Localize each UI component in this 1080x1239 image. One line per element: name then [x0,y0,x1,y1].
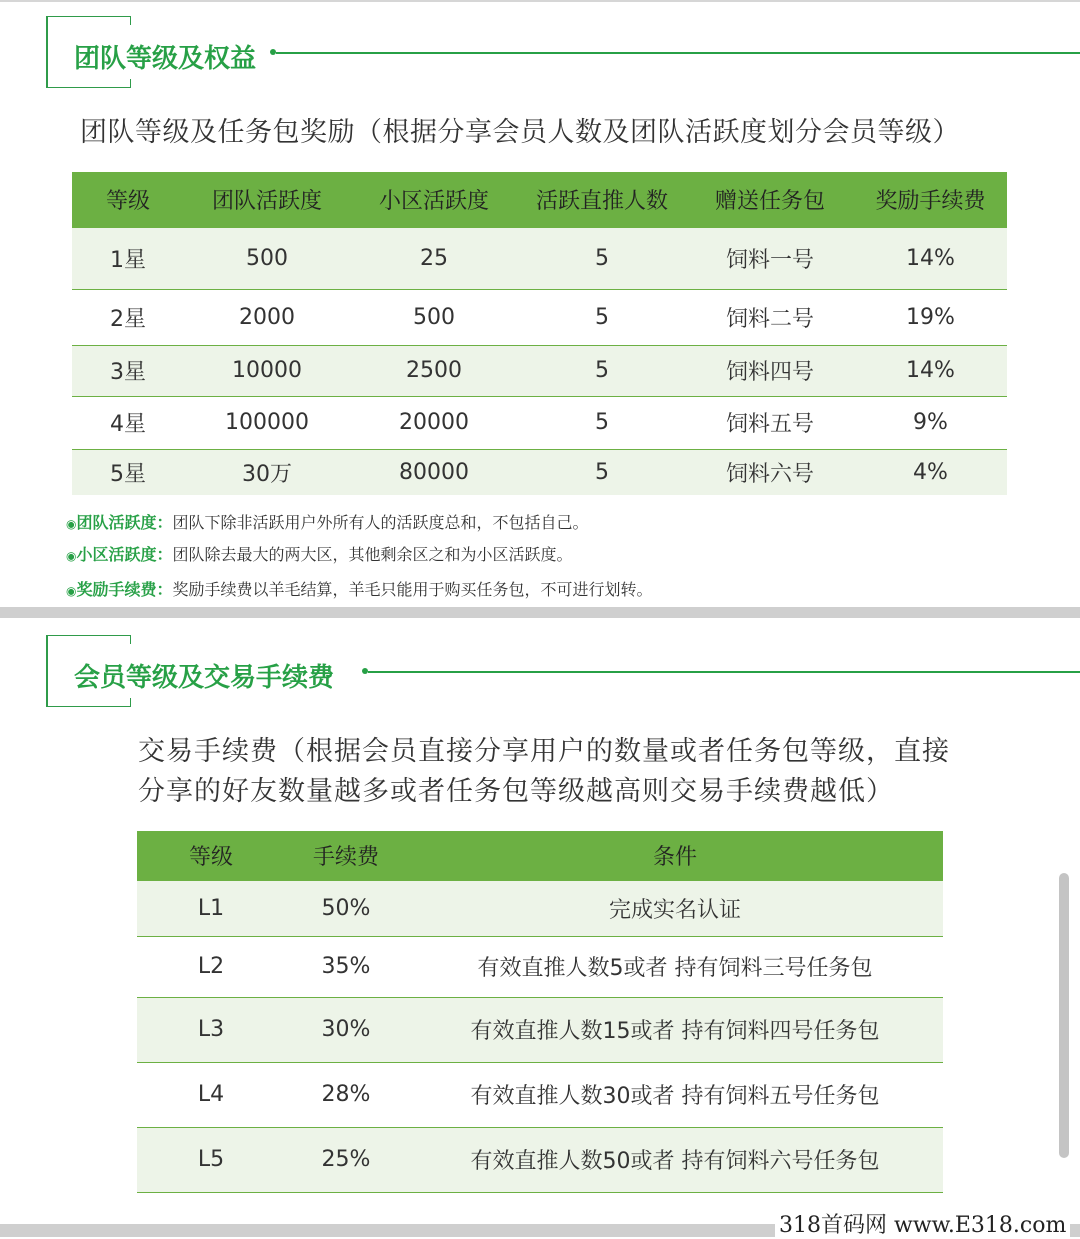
col-header: 等级 [72,172,184,227]
table-cell: 9% [854,396,1007,449]
note-key: 奖励手续费： [76,580,173,599]
table-cell: 有效直推人数30或者 持有饲料五号任务包 [407,1062,943,1127]
watermark: 318首码网 www.E318.com [775,1208,1070,1239]
section1-rule [276,52,1080,54]
table-cell: 25% [285,1127,407,1192]
top-divider [0,0,1080,2]
table-cell: 500 [350,289,518,345]
col-header: 手续费 [285,831,407,880]
table-cell: 2500 [350,345,518,396]
table-cell: 30% [285,997,407,1062]
table-row [72,396,1007,449]
table-cell: 50% [285,880,407,936]
note-key: 小区活跃度： [76,545,173,564]
table-cell: 4星 [72,396,184,449]
table-cell: 19% [854,289,1007,345]
col-header: 赠送任务包 [686,172,854,227]
table-header-row [137,831,943,880]
table-cell: 饲料二号 [686,289,854,345]
table-row [137,936,943,997]
table-cell: 80000 [350,449,518,495]
col-header: 团队活跃度 [184,172,350,227]
bracket-top [46,635,131,644]
bullet-icon: ◉ [66,549,77,563]
section2-title: 会员等级及交易手续费 [74,663,335,693]
note-text: 奖励手续费以羊毛结算，羊毛只能用于购买任务包，不可进行划转。 [172,580,653,599]
table-cell: 饲料四号 [686,345,854,396]
table-cell: 有效直推人数5或者 持有饲料三号任务包 [407,936,943,997]
note-text: 团队下除非活跃用户外所有人的活跃度总和，不包括自己。 [172,513,589,532]
table-row [72,345,1007,396]
table-cell: 500 [184,227,350,289]
section2-rule [368,671,1080,673]
bracket-bottom [46,698,131,707]
col-header: 等级 [137,831,285,880]
table-cell: 5 [518,449,686,495]
table-row [72,449,1007,495]
bracket-decoration [46,635,48,707]
table-cell: 5 [518,227,686,289]
table-cell: L5 [137,1127,285,1192]
table-cell: 完成实名认证 [407,880,943,936]
table-cell: 30万 [184,449,350,495]
bracket-decoration [46,16,48,88]
team-level-table [72,172,1007,495]
table-row [72,227,1007,289]
section2-subtitle [138,732,958,812]
col-header: 活跃直推人数 [518,172,686,227]
table-cell: 20000 [350,396,518,449]
subtitle-line: 交易手续费（根据会员直接分享用户的数量或者任务包等级，直接 [138,736,950,767]
table-cell: L3 [137,997,285,1062]
table-cell: 饲料五号 [686,396,854,449]
table-header-row [72,172,1007,227]
table-cell: 有效直推人数50或者 持有饲料六号任务包 [407,1127,943,1192]
bracket-top [46,16,131,25]
table-cell: 14% [854,345,1007,396]
section2-header [46,635,1080,707]
note-team-activity [66,510,589,533]
table-cell: 25 [350,227,518,289]
table-cell: L1 [137,880,285,936]
table-cell: 100000 [184,396,350,449]
table-cell: 28% [285,1062,407,1127]
table-cell: 5星 [72,449,184,495]
note-key: 团队活跃度： [76,513,173,532]
table-cell: 1星 [72,227,184,289]
table-cell: 35% [285,936,407,997]
vertical-scrollbar[interactable] [1059,873,1069,1158]
table-cell: 3星 [72,345,184,396]
table-cell: L4 [137,1062,285,1127]
bullet-icon: ◉ [66,517,77,531]
table-cell: 饲料一号 [686,227,854,289]
section1-subtitle: 团队等级及任务包奖励（根据分享会员人数及团队活跃度划分会员等级） [80,117,960,148]
subtitle-line: 分享的好友数量越多或者任务包等级越高则交易手续费越低） [138,776,894,807]
table-cell: 14% [854,227,1007,289]
col-header: 条件 [407,831,943,880]
table-cell: 2000 [184,289,350,345]
member-fee-table [137,831,943,1193]
table-row [72,289,1007,345]
table-cell: 有效直推人数15或者 持有饲料四号任务包 [407,997,943,1062]
section1-header [46,16,1080,88]
table-cell: 10000 [184,345,350,396]
table-row [137,1127,943,1192]
note-reward-fee [66,577,653,600]
section1-title: 团队等级及权益 [74,44,257,74]
table-cell: 2星 [72,289,184,345]
bullet-icon: ◉ [66,584,77,598]
table-row [137,997,943,1062]
col-header: 奖励手续费 [854,172,1007,227]
note-subarea-activity [66,542,573,565]
table-cell: L2 [137,936,285,997]
table-cell: 4% [854,449,1007,495]
note-text: 团队除去最大的两大区，其他剩余区之和为小区活跃度。 [172,545,573,564]
table-cell: 饲料六号 [686,449,854,495]
section-divider [0,607,1080,618]
table-cell: 5 [518,345,686,396]
col-header: 小区活跃度 [350,172,518,227]
table-row [137,880,943,936]
table-row [137,1062,943,1127]
table-cell: 5 [518,289,686,345]
table-cell: 5 [518,396,686,449]
bracket-bottom [46,79,131,88]
